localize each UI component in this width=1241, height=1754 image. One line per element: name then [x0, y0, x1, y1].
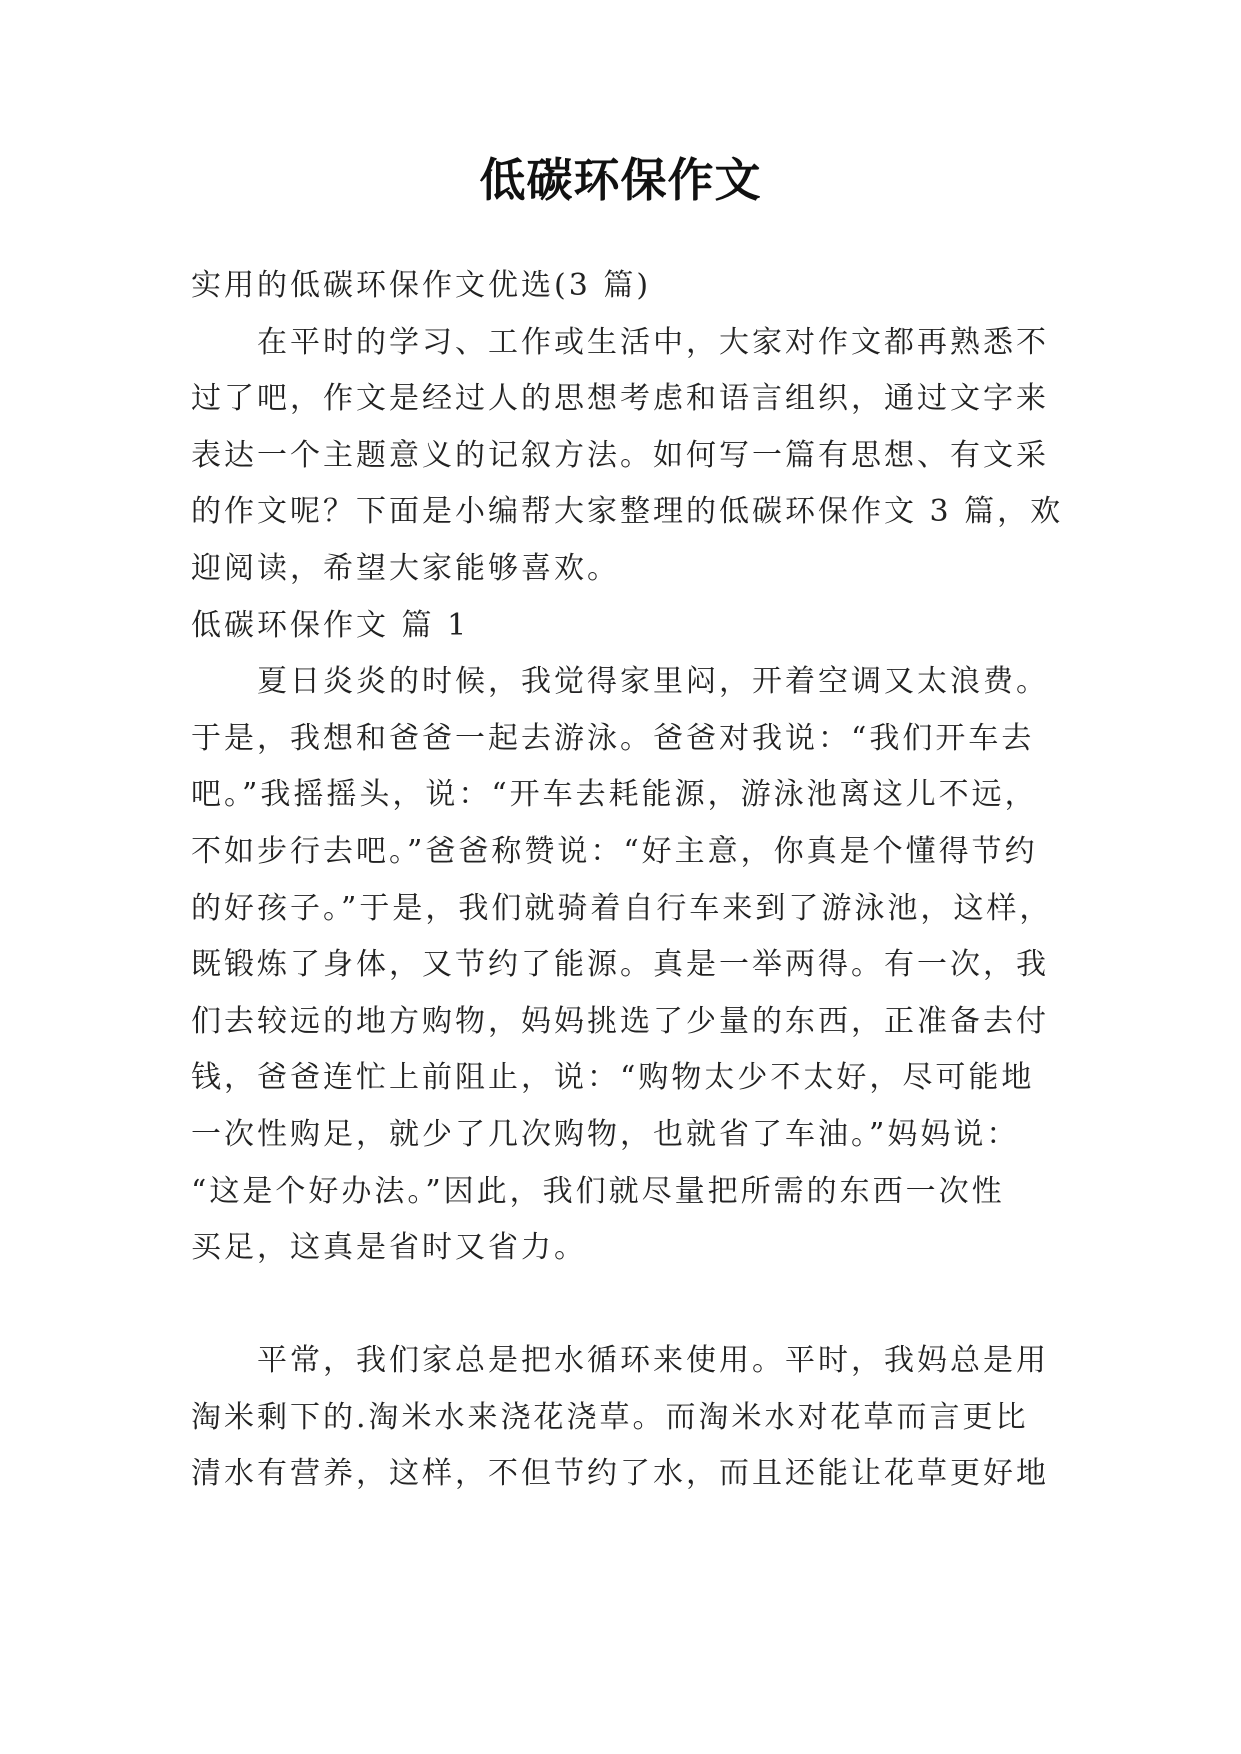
section-heading: 低碳环保作文 篇 1 [191, 607, 470, 643]
intro-line: 的作文呢？下面是小编帮大家整理的低碳环保作文 3 篇，欢 [191, 494, 1064, 530]
intro-line: 表达一个主题意义的记叙方法。如何写一篇有思想、有文采 [191, 437, 1049, 473]
subtitle-line: 实用的低碳环保作文优选(3 篇) [191, 268, 652, 303]
section1-line: 买足，这真是省时又省力。 [191, 1230, 587, 1266]
section2-line: 淘米剩下的.淘米水来浇花浇草。而淘米水对花草而言更比 [191, 1399, 1029, 1435]
document-title: 低碳环保作文 [479, 153, 762, 207]
intro-paragraph [191, 315, 1064, 598]
section1-line: 不如步行去吧。”爸爸称赞说：“好主意，你真是个懂得节约 [191, 833, 1038, 869]
section2-line: 清水有营养，这样，不但节约了水，而且还能让花草更好地 [191, 1456, 1049, 1492]
section1-line: 一次性购足，就少了几次购物，也就省了车油。”妈妈说： [191, 1116, 1020, 1152]
section1-line: 的好孩子。”于是，我们就骑着自行车来到了游泳池，这样， [191, 890, 1053, 926]
section1-line: 钱，爸爸连忙上前阻止，说：“购物太少不太好，尽可能地 [191, 1060, 1035, 1096]
section1-paragraph [191, 654, 1053, 1277]
section1-line: 于是，我想和爸爸一起去游泳。爸爸对我说：“我们开车去 [191, 720, 1035, 756]
section1-line: 们去较远的地方购物，妈妈挑选了少量的东西，正准备去付 [191, 1003, 1049, 1039]
section2-paragraph [191, 1333, 1053, 1503]
intro-line: 在平时的学习、工作或生活中，大家对作文都再熟悉不 [191, 324, 1049, 360]
section1-line: 吧。”我摇摇头，说：“开车去耗能源，游泳池离这儿不远， [191, 777, 1038, 813]
section1-line: 夏日炎炎的时候，我觉得家里闷，开着空调又太浪费。 [191, 664, 1049, 700]
section2-line: 平常，我们家总是把水循环来使用。平时，我妈总是用 [191, 1343, 1049, 1379]
intro-line: 过了吧，作文是经过人的思想考虑和语言组织，通过文字来 [191, 381, 1049, 417]
section1-line: “这是个好办法。”因此，我们就尽量把所需的东西一次性 [191, 1173, 1005, 1209]
document-body [191, 258, 1064, 1503]
section1-line: 既锻炼了身体，又节约了能源。真是一举两得。有一次，我 [191, 947, 1049, 983]
intro-line: 迎阅读，希望大家能够喜欢。 [191, 550, 620, 586]
paragraph-spacer [191, 1277, 1053, 1334]
